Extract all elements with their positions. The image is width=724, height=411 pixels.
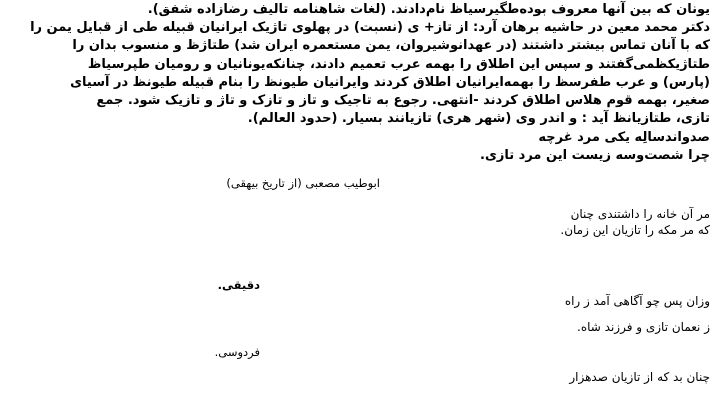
quote-1-verse-2: که مر مکه را تازیان این زمان. — [560, 223, 710, 237]
paragraph-line-7: تازی، طتازیانظ آید : و اندر وی (شهر هری) تازیانند بسیار. (حدود العالم). — [247, 111, 710, 126]
quote-2-verse-2: ز نعمان تازی و فرزند شاه. — [577, 320, 710, 334]
paragraph-line-1: یونان که بین آنها معروف بوده‌طگیرسیاظ نام‌دادند. (لغات شاهنامه تالیف رضازاده شفق). — [147, 2, 710, 17]
paragraph-line-3: که با آنان تماس بیشتر داشتند (در عهدانوشیروان، یمن مستعمره ایران شد) طتاژظ و منسوب بدان را — [72, 38, 710, 53]
paragraph-line-5: (پارس) و عرب طفرسظ را بهمه‌ایرانیان اطلاق کردند وایرانیان طیونظ را بنام قبیله طیونظ در آسیای — [70, 75, 710, 90]
verse-line-bold-2: چرا شصت‌وسه زیست این مرد تازی. — [480, 148, 710, 163]
quote-2-verse-1: وزان پس چو آگاهی آمد ز راه — [564, 294, 710, 308]
quote-attribution-3: فردوسی. — [214, 345, 260, 359]
quote-attribution-1: ابوطیب مصعبی (از تاریخ بیهقی) — [226, 176, 380, 190]
paragraph-line-4: طتاژیکظمی‌گفتند و سپس این اطلاق را بهمه عرب تعمیم دادند، چنانکه‌یونانیان و رومیان طپرسیاظ — [87, 57, 710, 72]
paragraph-line-6: صغیر، بهمه قوم هلاس اطلاق کردند -انتهی. رجوع به تاجیک و تاز و تازک و تاژ و تازیک شود. جمع — [96, 93, 710, 108]
quote-3-verse-1: چنان بد که از تازیان صدهزار — [569, 370, 710, 384]
quote-1-verse-1: مر آن خانه را داشتندی چنان — [570, 207, 710, 221]
verse-line-bold-1: صدواندسالِه یکی مرد غرچه — [538, 130, 710, 145]
paragraph-line-2: دکتر محمد معین در حاشیه برهان آرد: از تاز+ ی (نسبت) در پهلوی تاژیک ایرانیان قبیله طی از قبایل یمن را — [30, 20, 710, 35]
quote-attribution-2: دقیقی. — [217, 278, 260, 292]
